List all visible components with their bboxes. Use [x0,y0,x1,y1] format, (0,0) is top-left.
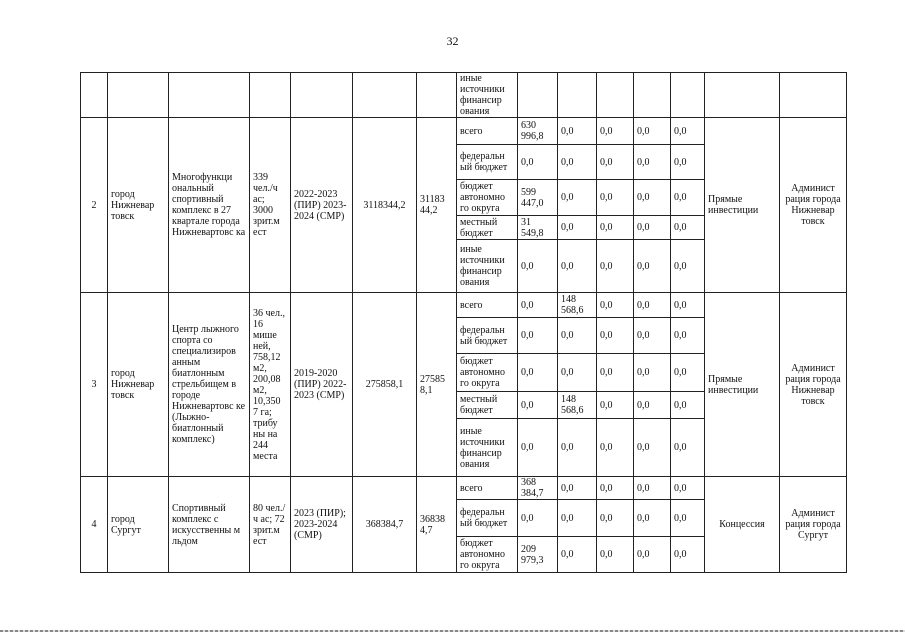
mechanism-cell: Концессия [705,477,780,573]
value-cell: 0,0 [558,537,597,573]
value-cell: 0,0 [671,477,705,500]
object-name-cell: Многофункци ональный спортивный комплекс в 27 квартале города Нижневартовс ка [169,118,250,293]
value-cell: 0,0 [558,145,597,180]
table-row [81,73,847,118]
investment-table [80,72,847,573]
value-cell: 0,0 [558,118,597,145]
responsible-cell: Админист рация города Нижневар товск [780,118,847,293]
value-cell: 0,0 [558,477,597,500]
row-number: 2 [81,118,108,293]
value-cell: 0,0 [671,354,705,392]
value-cell: 0,0 [671,216,705,240]
cost-cell: 368384,7 [353,477,417,573]
value-cell: 0,0 [634,118,671,145]
cost-cell: 275858,1 [353,293,417,477]
value-cell: 31 549,8 [518,216,558,240]
period-cell: 2022-2023 (ПИР) 2023-2024 (СМР) [291,118,353,293]
value-cell: 599 447,0 [518,180,558,216]
value-cell: 0,0 [518,354,558,392]
value-cell: 0,0 [671,240,705,293]
value-cell: 0,0 [558,216,597,240]
value-cell: 0,0 [597,293,634,318]
source-cell: иные источники финансир ования [457,73,518,118]
value-cell: 0,0 [634,145,671,180]
value-cell: 0,0 [558,500,597,537]
source-cell: бюджет автономно го округа [457,354,518,392]
value-cell: 0,0 [634,180,671,216]
value-cell: 148 568,6 [558,293,597,318]
value-cell: 0,0 [597,145,634,180]
value-cell: 0,0 [634,293,671,318]
row-number: 4 [81,477,108,573]
value-cell: 0,0 [597,118,634,145]
remaining-cost-cell: 36838 4,7 [417,477,457,573]
value-cell: 0,0 [558,318,597,354]
value-cell: 0,0 [518,419,558,477]
value-cell: 0,0 [671,537,705,573]
value-cell: 0,0 [671,293,705,318]
page-number: 32 [446,34,459,48]
mechanism-cell: Прямые инвестиции [705,118,780,293]
value-cell: 630 996,8 [518,118,558,145]
source-cell: всего [457,118,518,145]
value-cell: 209 979,3 [518,537,558,573]
table-row [81,293,847,318]
value-cell: 0,0 [671,180,705,216]
source-cell: местный бюджет [457,216,518,240]
source-cell: иные источники финансир ования [457,240,518,293]
value-cell: 0,0 [597,180,634,216]
remaining-cost-cell: 31183 44,2 [417,118,457,293]
source-cell: федеральн ый бюджет [457,318,518,354]
source-cell: федеральн ый бюджет [457,145,518,180]
value-cell: 0,0 [597,500,634,537]
value-cell: 0,0 [634,477,671,500]
source-cell: бюджет автономно го округа [457,537,518,573]
period-cell: 2023 (ПИР); 2023-2024 (СМР) [291,477,353,573]
value-cell: 0,0 [597,419,634,477]
capacity-cell: 339 чел./ч ас; 3000 зрит.м ест [250,118,291,293]
source-cell: бюджет автономно го округа [457,180,518,216]
value-cell: 368 384,7 [518,477,558,500]
value-cell: 0,0 [597,537,634,573]
source-cell: всего [457,293,518,318]
responsible-cell: Админист рация города Сургут [780,477,847,573]
object-name-cell: Центр лыжного спорта со специализиров анным биатлонным стрельбищем в городе Нижневартовс ке (Лыжно-биатлонный комплекс) [169,293,250,477]
value-cell: 0,0 [518,240,558,293]
value-cell: 0,0 [518,293,558,318]
value-cell: 0,0 [671,392,705,419]
municipality-cell: город Нижневар товск [108,118,169,293]
object-name-cell: Спортивный комплекс с искусственны м льдом [169,477,250,573]
value-cell: 0,0 [558,240,597,293]
value-cell: 148 568,6 [558,392,597,419]
source-cell: федеральн ый бюджет [457,500,518,537]
value-cell: 0,0 [671,145,705,180]
value-cell: 0,0 [634,240,671,293]
value-cell: 0,0 [518,318,558,354]
table-row [81,477,847,500]
row-number: 3 [81,293,108,477]
value-cell: 0,0 [518,500,558,537]
table-row [81,118,847,145]
value-cell: 0,0 [558,180,597,216]
value-cell: 0,0 [597,354,634,392]
mechanism-cell: Прямые инвестиции [705,293,780,477]
source-cell: всего [457,477,518,500]
value-cell: 0,0 [597,216,634,240]
value-cell: 0,0 [634,392,671,419]
responsible-cell: Админист рация города Нижневар товск [780,293,847,477]
value-cell: 0,0 [634,354,671,392]
value-cell: 0,0 [518,145,558,180]
value-cell: 0,0 [671,318,705,354]
value-cell: 0,0 [597,392,634,419]
value-cell: 0,0 [634,419,671,477]
value-cell: 0,0 [558,419,597,477]
source-cell: местный бюджет [457,392,518,419]
value-cell: 0,0 [597,318,634,354]
value-cell: 0,0 [597,240,634,293]
value-cell: 0,0 [558,354,597,392]
value-cell: 0,0 [518,392,558,419]
value-cell: 0,0 [634,318,671,354]
scan-edge-line [0,630,905,632]
value-cell: 0,0 [634,216,671,240]
value-cell: 0,0 [671,118,705,145]
value-cell: 0,0 [634,537,671,573]
value-cell: 0,0 [597,477,634,500]
capacity-cell: 80 чел./ч ас; 72 зрит.м ест [250,477,291,573]
cost-cell: 3118344,2 [353,118,417,293]
period-cell: 2019-2020 (ПИР) 2022-2023 (СМР) [291,293,353,477]
remaining-cost-cell: 27585 8,1 [417,293,457,477]
value-cell: 0,0 [671,500,705,537]
source-cell: иные источники финансир ования [457,419,518,477]
municipality-cell: город Сургут [108,477,169,573]
municipality-cell: город Нижневар товск [108,293,169,477]
value-cell: 0,0 [671,419,705,477]
capacity-cell: 36 чел., 16 мише ней, 758,12 м2, 200,08 м2, 10,350 7 га; трибу ны на 244 места [250,293,291,477]
value-cell: 0,0 [634,500,671,537]
